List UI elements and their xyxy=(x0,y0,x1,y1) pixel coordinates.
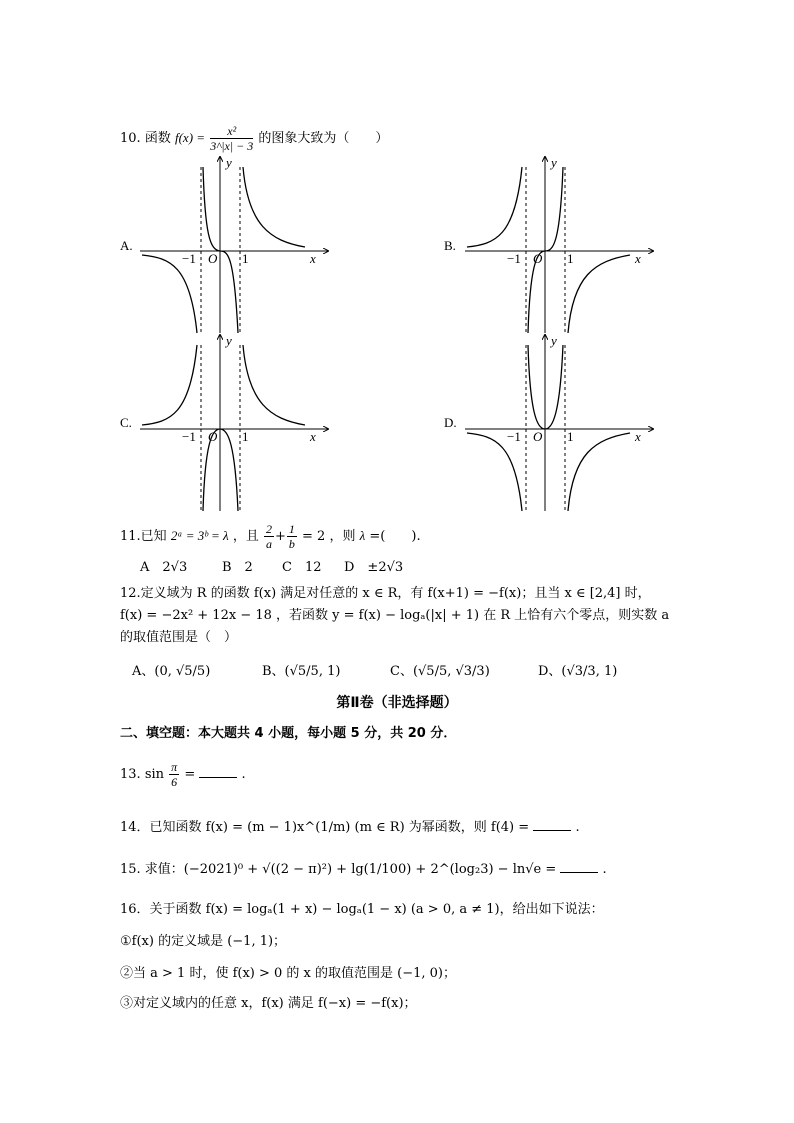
graph-d-origin: O xyxy=(533,429,543,444)
graph-d-y: y xyxy=(551,333,557,348)
graph-b-tick-pos: 1 xyxy=(567,251,574,266)
q11-lambda: λ xyxy=(359,528,366,543)
curve-left xyxy=(467,167,522,247)
graph-a-origin: O xyxy=(208,251,218,266)
graph-a xyxy=(140,155,330,335)
part2-heading: 第Ⅱ卷（非选择题） xyxy=(336,695,458,711)
graph-c xyxy=(140,333,330,513)
curve-right xyxy=(568,255,630,333)
q10-numerator: x² xyxy=(210,124,253,139)
q11-option-b: B 2 xyxy=(222,560,253,575)
graph-d-label: D. xyxy=(444,415,457,430)
graph-a-y: y xyxy=(226,155,232,170)
graph-b-svg xyxy=(465,155,655,335)
q11-frac2 xyxy=(287,522,297,551)
curve-right xyxy=(568,433,630,511)
graph-d-tick-neg: −1 xyxy=(507,429,521,444)
q16-item-3: ③对定义域内的任意 x，f(x) 满足 f(−x) = −f(x)； xyxy=(120,996,417,1011)
curve-right xyxy=(243,167,305,247)
q12-line2: f(x) = −2x² + 12x − 18 ，若函数 y = f(x) − logₐ(|x| + 1) 在 R 上恰有六个零点，则实数 a xyxy=(120,608,670,623)
q11-frac1-num: 2 xyxy=(265,522,272,536)
q12-line1: 12.定义域为 R 的函数 f(x) 满足对任意的 x ∈ R，有 f(x+1) = −f(x)；且当 x ∈ [2,4] 时， xyxy=(120,586,651,601)
q12-option-c: C、(√5/5, √3/3) xyxy=(390,664,490,679)
graph-a-x: x xyxy=(310,251,316,266)
q14-end: . xyxy=(575,820,580,835)
q13-frac xyxy=(169,760,179,789)
q10-suffix: 的图象大致为（ ） xyxy=(258,131,389,146)
graph-d xyxy=(465,333,655,513)
graph-c-svg xyxy=(140,333,330,513)
graph-b-origin: O xyxy=(533,251,543,266)
q16-item-2: ②当 a > 1 时，使 f(x) > 0 的 x 的取值范围是 (−1, 0)； xyxy=(120,966,456,981)
q12-option-a: A、(0, √5/5) xyxy=(132,664,211,679)
q11-frac2-den: b xyxy=(288,537,295,551)
graph-b-x: x xyxy=(635,251,641,266)
q10-number: 10. xyxy=(120,131,141,146)
q13-den: 6 xyxy=(171,775,178,789)
graph-b-y: y xyxy=(551,155,557,170)
graph-c-x: x xyxy=(310,429,316,444)
q11-option-d: D ±2√3 xyxy=(344,560,404,575)
q11-option-c: C 12 xyxy=(282,560,322,575)
q13 xyxy=(120,760,246,789)
graph-d-tick-pos: 1 xyxy=(567,429,574,444)
curve-left xyxy=(142,345,197,425)
section2-title: 二、填空题：本大题共 4 小题，每小题 5 分，共 20 分． xyxy=(120,726,457,741)
q10-prefix: 函数 xyxy=(144,131,171,146)
graph-b-tick-neg: −1 xyxy=(507,251,521,266)
graph-b xyxy=(465,155,655,335)
q11-frac2-num: 1 xyxy=(288,522,295,536)
graph-a-tick-neg: −1 xyxy=(182,251,196,266)
q15 xyxy=(120,860,607,880)
q11-option-a: A 2√3 xyxy=(140,560,188,575)
q11-eq: 2ᵃ = 3ᵇ = λ xyxy=(170,528,229,543)
q11-stem: 11.已知 2ᵃ = 3ᵇ = λ ，且 $\frac{2}{a}$ + $\frac{1}{b}$ = 2 ，则 λ =( ). xyxy=(120,522,421,551)
q16-intro: 16．关于函数 f(x) = logₐ(1 + x) − logₐ(1 − x) (a > 0, a ≠ 1)，给出如下说法： xyxy=(120,902,604,917)
q13-eq: = xyxy=(184,767,196,782)
q11-frac1-den: a xyxy=(265,537,272,551)
q15-end: . xyxy=(602,862,607,877)
q12-option-d: D、(√3/3, 1) xyxy=(538,664,618,679)
graph-c-y: y xyxy=(226,333,232,348)
q13-num: π xyxy=(171,760,178,774)
q11-eq2-end: = 2 xyxy=(302,529,326,544)
graph-c-tick-pos: 1 xyxy=(242,429,249,444)
q10-denominator: 3^|x| − 3 xyxy=(210,139,254,153)
graph-a-tick-pos: 1 xyxy=(242,251,249,266)
q15-text: 15. 求值：(−2021)⁰ + √((2 − π)²) + lg(1/100) + 2^(log₂3) − ln√e = xyxy=(120,862,557,877)
curve-right xyxy=(243,345,305,425)
q16-item-1: ①f(x) 的定义域是 (−1, 1)； xyxy=(120,934,287,949)
q11-text-b: ，且 xyxy=(232,529,259,544)
q10-stem xyxy=(120,124,388,153)
q10-func: f(x) = xyxy=(174,130,206,145)
q14-answer-blank[interactable] xyxy=(533,818,571,831)
graph-c-label: C. xyxy=(120,415,132,430)
q10-fraction xyxy=(210,124,253,153)
graph-c-tick-neg: −1 xyxy=(182,429,196,444)
q14 xyxy=(120,818,580,838)
q13-end: . xyxy=(241,767,246,782)
q13-sin: sin xyxy=(144,767,165,782)
q15-answer-blank[interactable] xyxy=(560,860,598,873)
graph-a-svg xyxy=(140,155,330,335)
q13-answer-blank[interactable] xyxy=(199,765,237,778)
q14-text: 14．已知函数 f(x) = (m − 1)x^(1/m) (m ∈ R) 为幂函数，则 f(4) = xyxy=(120,820,530,835)
q12-option-b: B、(√5/5, 1) xyxy=(262,664,341,679)
graph-d-x: x xyxy=(635,429,641,444)
q12-line3: 的取值范围是（ ） xyxy=(120,630,238,645)
graph-a-label: A. xyxy=(120,238,133,253)
graph-d-svg xyxy=(465,333,655,513)
q11-text-d: =( ). xyxy=(369,529,421,544)
q13-prefix: 13. xyxy=(120,767,141,782)
q11-text-c: ，则 xyxy=(329,529,356,544)
graph-c-origin: O xyxy=(208,429,218,444)
q11-text-a: 11.已知 xyxy=(120,529,167,544)
q11-frac1 xyxy=(264,522,274,551)
graph-b-label: B. xyxy=(444,238,456,253)
